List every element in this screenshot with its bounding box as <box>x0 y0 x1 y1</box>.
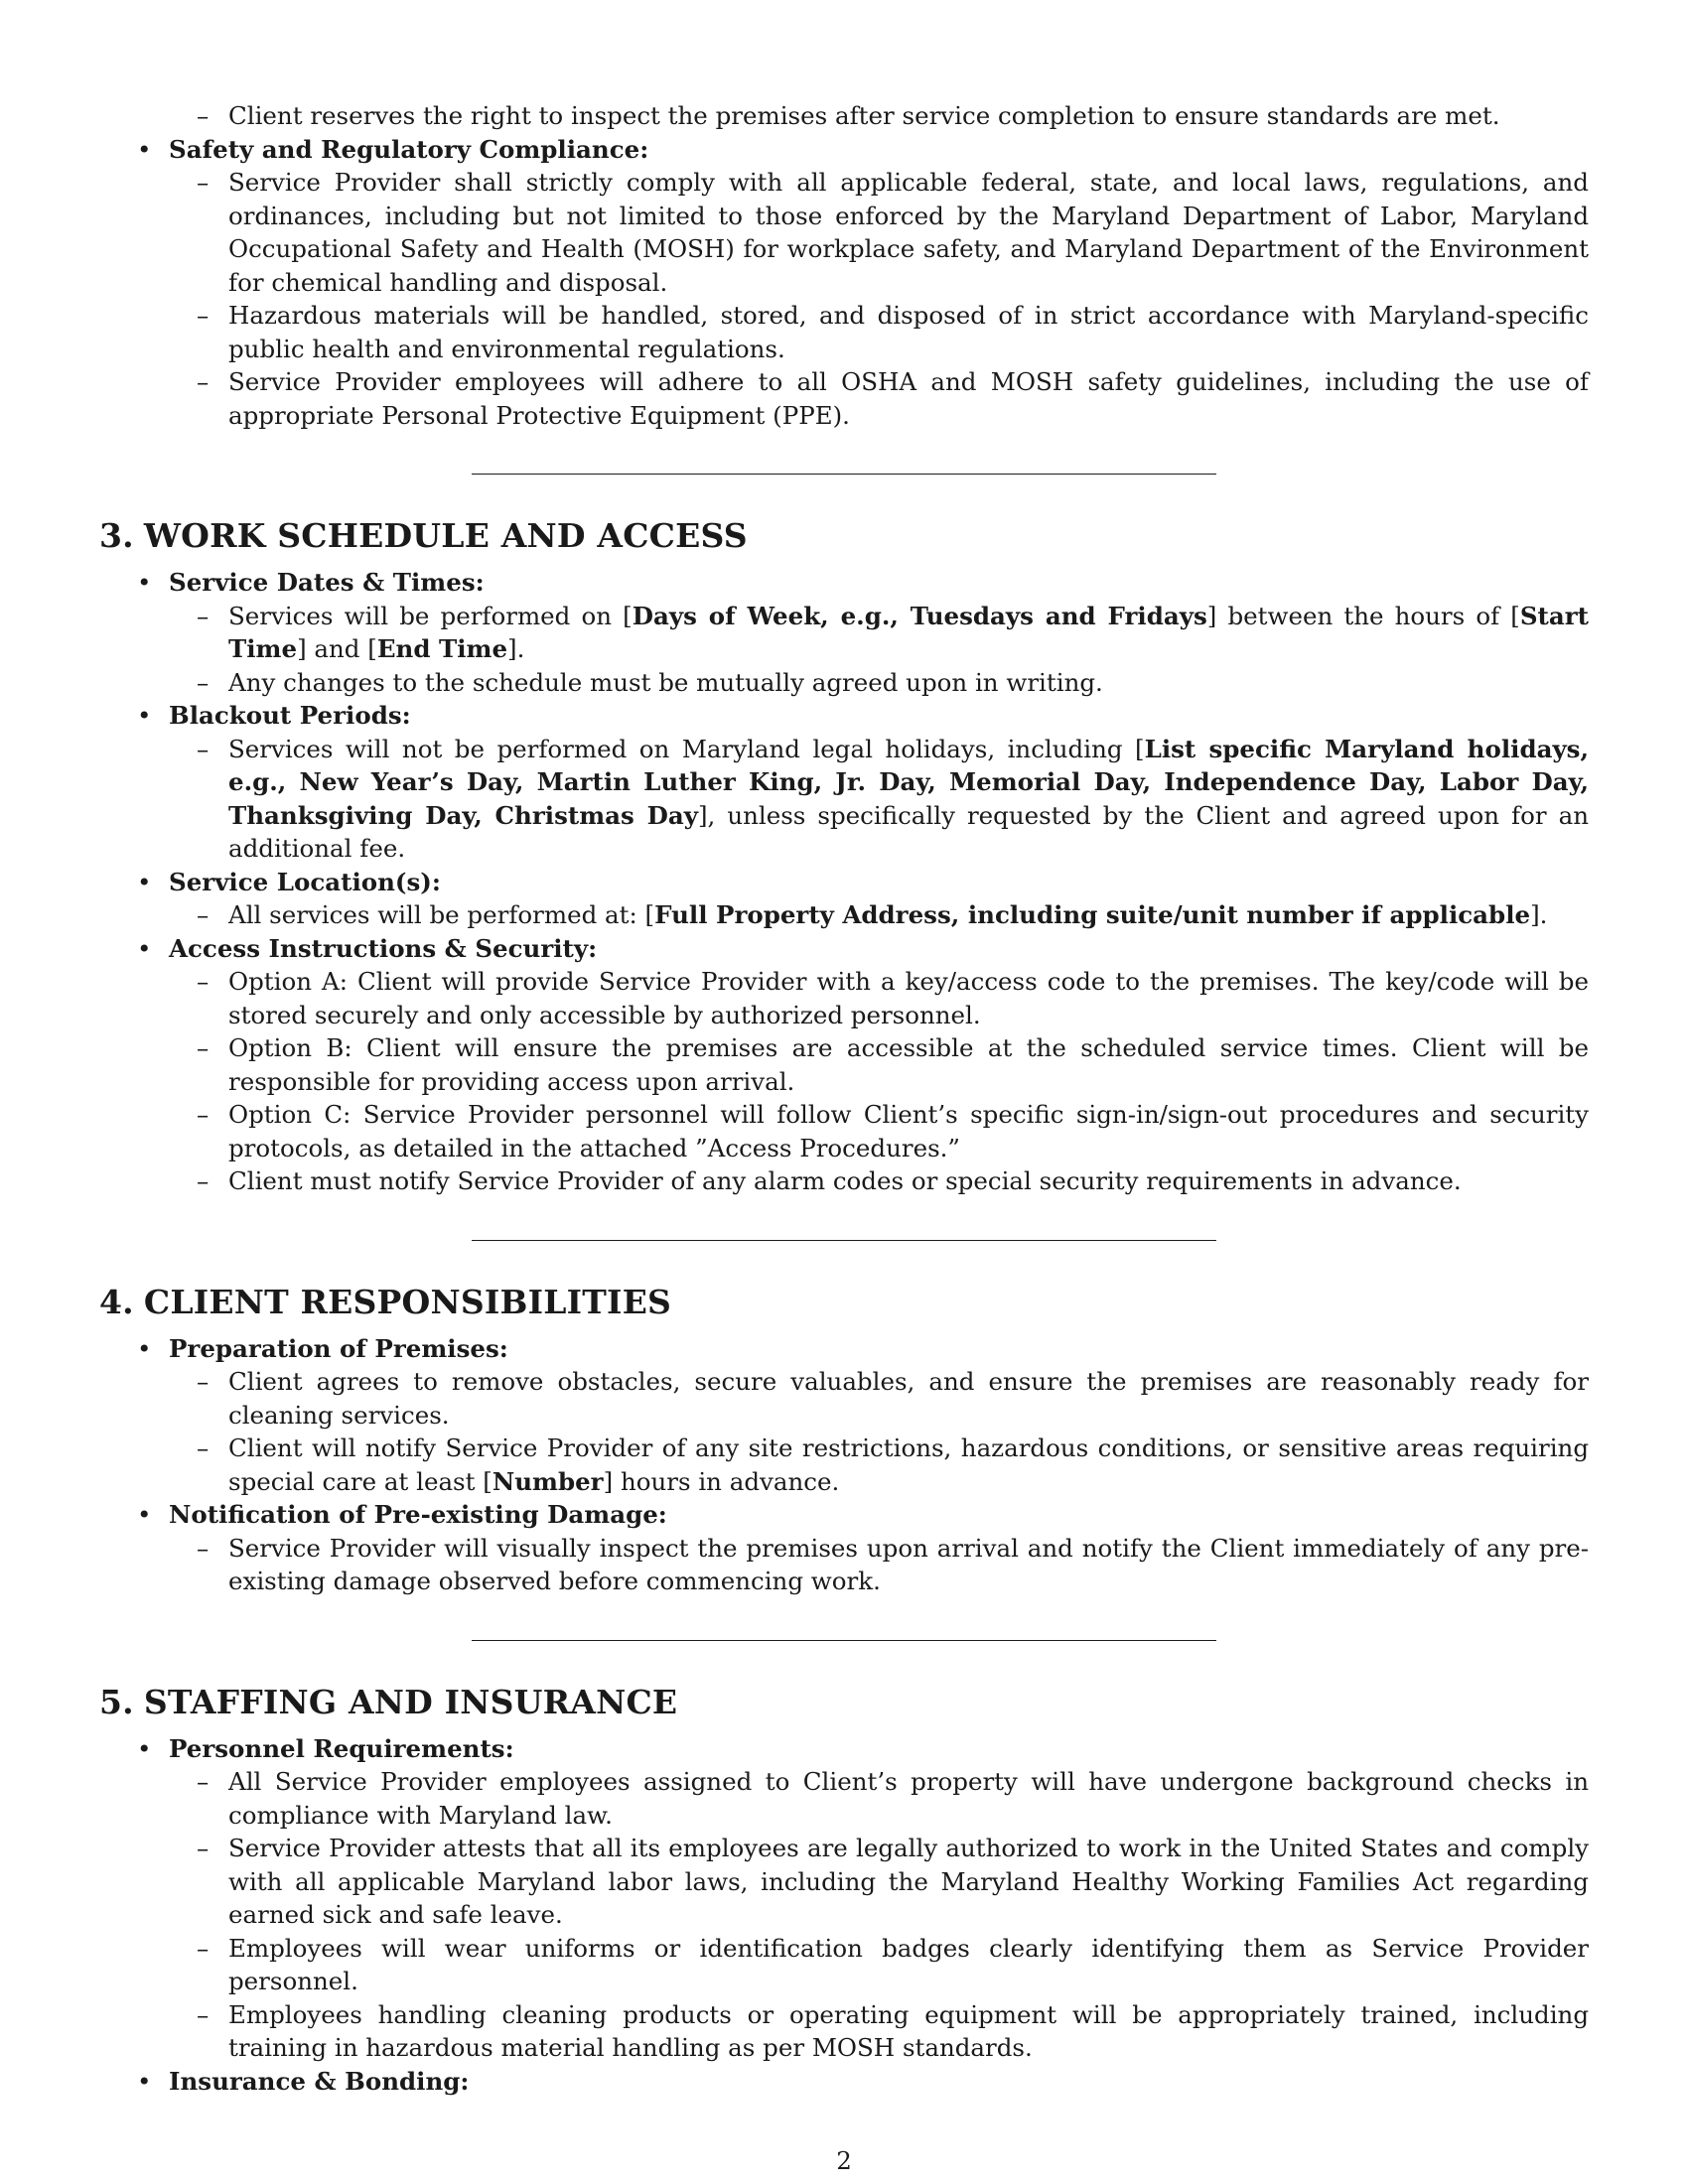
section-divider <box>472 1640 1216 1641</box>
group-heading: Safety and Regulatory Compliance: <box>169 134 649 164</box>
group-heading: Notification of Pre-existing Damage: <box>169 1500 667 1529</box>
list-item: – Services will not be performed on Maryland legal holidays, including [List specific Maryland holidays, e.g., New Year’s Day, Martin Luther King, Jr. Day, Memorial Day, Independence Day, Labor Day, Thanksgiving Day, Christmas Day], unless specifically requested by the Client and agreed upon for an additional fee. <box>197 734 1590 863</box>
section-list <box>99 566 1589 1198</box>
group-heading: Preparation of Premises: <box>169 1333 508 1363</box>
continued-groups <box>99 133 1589 433</box>
list-item: – Client reserves the right to inspect the premises after service completion to ensure standards are met. <box>169 99 1589 133</box>
list-group: • Service Location(s): – All services will be performed at: [Full Property Address, including suite/unit number if applicable]. <box>99 866 1589 932</box>
placeholder-field: Number <box>492 1466 604 1496</box>
list-item: – Option B: Client will ensure the premises are accessible at the scheduled service times. Client will be responsible for providing access upon arrival. <box>197 1033 1589 1096</box>
section-list <box>99 1332 1589 1598</box>
placeholder-field: Start Time <box>228 601 1589 663</box>
list-item: – Hazardous materials will be handled, stored, and disposed of in strict accordance with Maryland-specific public health and environmental regulations. <box>197 301 1589 363</box>
continued-list <box>169 99 1589 133</box>
group-heading: Service Dates & Times: <box>169 568 485 597</box>
section-heading: 5. STAFFING AND INSURANCE <box>99 1682 678 1721</box>
list-item: – Option A: Client will provide Service Provider with a key/access code to the premises. The key/code will be stored securely and only accessible by authorized personnel. <box>197 967 1589 1029</box>
section-heading: 3. WORK SCHEDULE AND ACCESS <box>99 516 748 555</box>
list-item: – Employees will wear uniforms or identification badges clearly identifying them as Service Provider personnel. <box>197 1933 1589 1995</box>
section-list <box>99 1732 1589 2099</box>
list-item: – Service Provider shall strictly comply with all applicable federal, state, and local laws, regulations, and ordinances, including but not limited to those enforced by the Maryland Department of Labor, Maryland Occupational Safety and Health (MOSH) for workplace safety, and Maryland Department of the Environment for chemical handling and disposal. <box>197 168 1589 297</box>
list-group: • Insurance & Bonding: <box>99 2065 1589 2099</box>
list-item: – Client must notify Service Provider of any alarm codes or special security requirements in advance. <box>197 1166 1462 1195</box>
page-number: 2 <box>836 2146 852 2175</box>
dash-marker: – <box>197 101 210 130</box>
list-item: – Service Provider will visually inspect the premises upon arrival and notify the Client immediately of any pre-existing damage observed before commencing work. <box>197 1533 1589 1595</box>
section-heading: 4. CLIENT RESPONSIBILITIES <box>99 1282 672 1321</box>
list-item: – Option C: Service Provider personnel will follow Client’s specific sign-in/sign-out procedures and security protocols, as detailed in the attached ”Access Procedures.” <box>197 1100 1589 1162</box>
group-heading: Insurance & Bonding: <box>169 2066 470 2096</box>
bullet-marker: • <box>137 134 152 164</box>
list-group: • Notification of Pre-existing Damage: – Service Provider will visually inspect the premises upon arrival and notify the Client immediately of any pre-existing damage observed before commencing work. <box>99 1498 1589 1598</box>
list-item: – Client will notify Service Provider of any site restrictions, hazardous conditions, or sensitive areas requiring special care at least [Number] hours in advance. <box>197 1433 1589 1496</box>
list-item: – Service Provider employees will adhere to all OSHA and MOSH safety guidelines, including the use of appropriate Personal Protective Equipment (PPE). <box>197 367 1589 430</box>
list-item: – Employees handling cleaning products or operating equipment will be appropriately trained, including training in hazardous material handling as per MOSH standards. <box>197 1999 1589 2062</box>
group-heading: Personnel Requirements: <box>169 1733 514 1763</box>
list-group: • Preparation of Premises: – Client agrees to remove obstacles, secure valuables, and ensure the premises are reasonably ready for cleaning services. – Client will notify Service Provider of any site restrictions, hazardous conditions, or sensitive areas requiring special care at least [Number] hours in advance. <box>99 1332 1589 1499</box>
page-content <box>99 99 1589 2098</box>
placeholder-field: Days of Week, e.g., Tuesdays and Fridays <box>632 601 1207 630</box>
placeholder-field: Full Property Address, including suite/unit number if applicable <box>654 900 1531 929</box>
group-heading: Service Location(s): <box>169 867 441 896</box>
list-group: • Access Instructions & Security: – Option A: Client will provide Service Provider with a key/access code to the premises. The key/code will be stored securely and only accessible by authorized personnel. – Option B: Client will ensure the premises are accessible at the scheduled service times. Client will be responsible for providing access upon arrival. – Option C: Service Provider personnel will follow Client’s specific sign-in/sign-out procedures and security protocols, as detailed in the attached ”Access Procedures.” – Client must notify Service Provider of any alarm codes or special security requirements in advance. <box>99 932 1589 1198</box>
placeholder-field: List specific Maryland holidays, e.g., New Year’s Day, Martin Luther King, Jr. Day, Memorial Day, Independence Day, Labor Day, Thanksgiving Day, Christmas Day <box>228 734 1590 830</box>
group-heading: Access Instructions & Security: <box>169 933 598 963</box>
list-item: – All services will be performed at: [Full Property Address, including suite/unit number if applicable]. <box>197 900 1548 929</box>
section-divider <box>472 474 1216 475</box>
list-item: – Services will be performed on [Days of Week, e.g., Tuesdays and Fridays] between the hours of [Start Time] and [End Time]. <box>197 601 1589 663</box>
placeholder-field: End Time <box>376 634 508 663</box>
list-group: • Blackout Periods: – Services will not be performed on Maryland legal holidays, including [List specific Maryland holidays, e.g., New Year’s Day, Martin Luther King, Jr. Day, Memorial Day, Independence Day, Labor Day, Thanksgiving Day, Christmas Day], unless specifically requested by the Client and agreed upon for an additional fee. <box>99 699 1589 866</box>
list-group <box>99 133 1589 433</box>
list-item: – Service Provider attests that all its employees are legally authorized to work in the United States and comply with all applicable Maryland labor laws, including the Maryland Healthy Working Families Act regarding earned sick and safe leave. <box>197 1834 1589 1929</box>
list-item: – All Service Provider employees assigned to Client’s property will have undergone background checks in compliance with Maryland law. <box>197 1767 1589 1830</box>
section-divider <box>472 1240 1216 1241</box>
list-item: – Client agrees to remove obstacles, secure valuables, and ensure the premises are reasonably ready for cleaning services. <box>197 1367 1589 1430</box>
list-item: – Any changes to the schedule must be mutually agreed upon in writing. <box>197 667 1103 697</box>
list-group: • Personnel Requirements: – All Service Provider employees assigned to Client’s property will have undergone background checks in compliance with Maryland law. – Service Provider attests that all its employees are legally authorized to work in the United States and comply with all applicable Maryland labor laws, including the Maryland Healthy Working Families Act regarding earned sick and safe leave. – Employees will wear uniforms or identification badges clearly identifying them as Service Provider personnel. – Employees handling cleaning products or operating equipment will be appropriately trained, including training in hazardous material handling as per MOSH standards. <box>99 1732 1589 2065</box>
group-heading: Blackout Periods: <box>169 701 411 730</box>
list-group: • Service Dates & Times: – Services will be performed on [Days of Week, e.g., Tuesdays and Fridays] between the hours of [Start Time] and [End Time]. – Any changes to the schedule must be mutually agreed upon in writing. <box>99 566 1589 699</box>
